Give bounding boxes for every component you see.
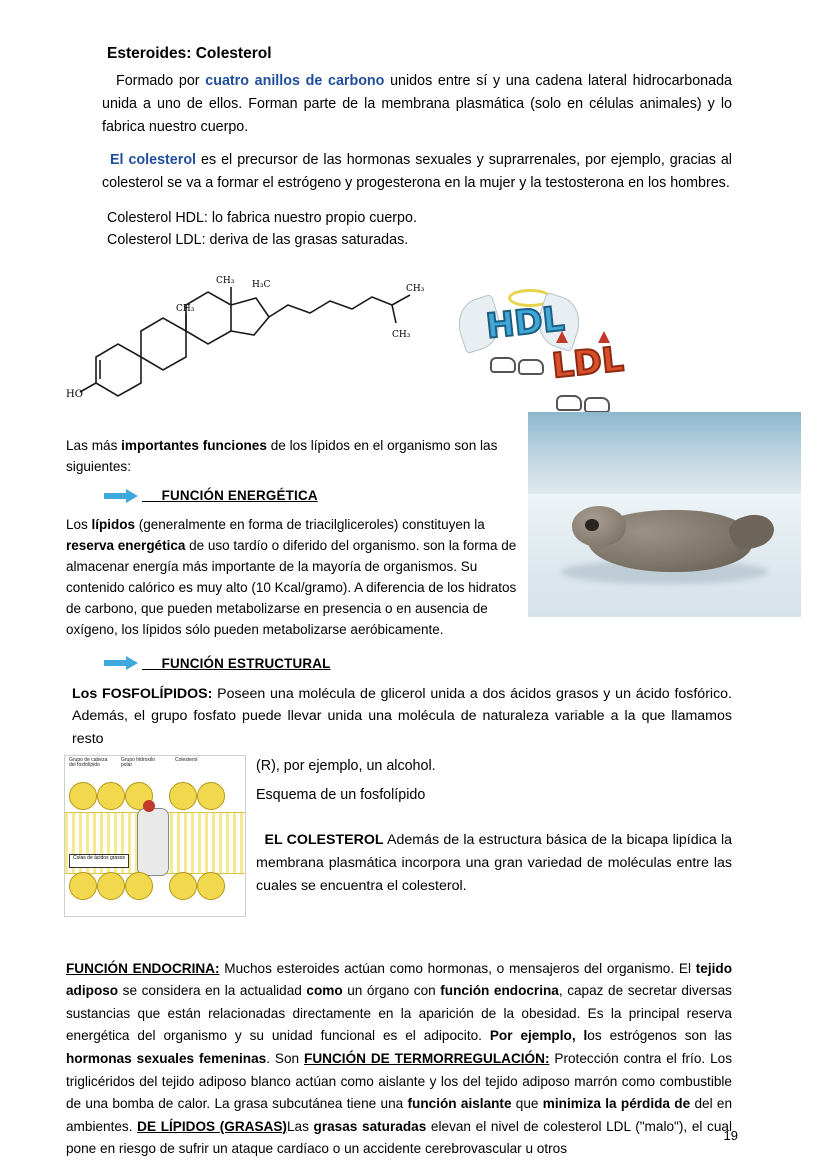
energetica-bold-reserva: reserva energética (66, 537, 186, 553)
label-grupo-polar: Grupo hidroxilo polar (121, 756, 155, 769)
photo-seal-on-ice (528, 412, 801, 617)
funciones-intro-pre: Las más (66, 438, 122, 454)
label-ch3-lower: CH₃ (392, 330, 411, 341)
figure-hdl-ldl-cartoon (464, 265, 664, 430)
shoe-ldl-left-icon (556, 395, 582, 411)
section-heading-estructural (66, 655, 732, 673)
arrow-right-icon (104, 489, 138, 503)
line-colesterol-hdl: Colesterol HDL: lo fabrica nuestro propio cuerpo. (107, 209, 417, 226)
label-ch3-right: CH₃ (406, 284, 425, 295)
hdl-label: HDL (484, 299, 567, 348)
colesterol-bold: EL COLESTEROL (264, 832, 384, 849)
label-ch3-top: CH₃ (216, 276, 235, 287)
paragraph-funcion-energetica (66, 515, 518, 641)
energetica-post: de uso tardío o diferido del organismo. son la forma de almacenar energía más importante de la mayoría de organismos. Su contenido calórico es muy alto (10 Kcal/gramo). A diferencia de los hidratos de carbono, que pueden metabolizarse en presencia o en ausencia de oxígeno, los lípidos sólo pueden metabolizarse aeróbicamente. (66, 537, 517, 637)
paragraph-el-colesterol (66, 149, 732, 195)
funciones-intro-bold: importantes funciones (121, 438, 267, 454)
heading-funcion-energetica: FUNCIÓN ENERGÉTICA (161, 488, 318, 504)
energetica-mid: (generalmente en forma de triacilgliceroles) constituyen la (135, 517, 485, 533)
paragraph2-text: es el precursor de las hormonas sexuales y suprarrenales, por ejemplo, gracias al colesterol se va a formar el estrógeno y progesterona en la mujer y la testosterona en los hombres. (102, 151, 732, 191)
endocrina-t2: se considera en la actualidad (118, 983, 307, 999)
cholesterol-molecule-shape (137, 808, 169, 876)
line-resto-r: (R), por ejemplo, un alcohol. (256, 757, 436, 774)
heading-de-lipidos-grasas: DE LÍPIDOS (GRASAS) (137, 1118, 287, 1134)
endocrina-t1: Muchos esteroides actúan como hormonas, o mensajeros del organismo. El (219, 960, 696, 976)
shoe-right-icon (518, 359, 544, 375)
phospholipid-figure-block (66, 755, 732, 920)
cholesterol-oh-dot (143, 800, 155, 812)
fosfolipidos-bold: Los FOSFOLÍPIDOS: (72, 685, 213, 702)
endocrina-b4: Por ejemplo, l (489, 1028, 588, 1044)
energetica-pre: Los (66, 517, 92, 533)
phospholipid-caption-block (256, 755, 732, 807)
label-colas-acidos-grasos: Colas de ácidos grasos (69, 854, 129, 868)
paragraph-text-pre: Formado por (116, 73, 206, 90)
phospholipid-heads-bottom (65, 872, 245, 902)
paragraph-el-colesterol-membrana (256, 829, 732, 898)
funciones-intro-post: de los lípidos en el organismo son las siguientes: (66, 438, 498, 474)
lipidos-t11: elevan el nivel de colesterol LDL ("malo"), el cual pone en riesgo de sufrir un ataque cardíaco o un accidente cerebrovascular u otros (66, 1118, 732, 1157)
horn-left-icon (556, 331, 568, 343)
label-colesterol: Colesterol (175, 756, 198, 763)
line-esquema-fosfolipido: Esquema de un fosfolípido (256, 786, 426, 803)
heading-funcion-estructural: FUNCIÓN ESTRUCTURAL (161, 655, 331, 671)
termo-b6: función aislante (407, 1096, 512, 1112)
seal-eye (585, 519, 599, 531)
colesterol-text: Además de la estructura básica de la bicapa lipídica la membrana plasmática incorpora una gran variedad de moléculas entre las cuales se encuentra el colesterol. (256, 832, 733, 895)
endocrina-b1: tejido adiposo (66, 960, 732, 999)
paragraph-text-post: unidos entre sí y una cadena lateral hidrocarbonada unida a uno de ellos. Forman parte de la membrana plasmática (solo en células animales) y lo fabrica nuestro cuerpo. (102, 73, 732, 136)
label-ho: HO (66, 389, 83, 401)
line-colesterol-ldl: Colesterol LDL: deriva de las grasas saturadas. (107, 232, 409, 249)
paragraph-funciones-intro (66, 436, 506, 477)
paragraph-formado-por (66, 70, 732, 139)
page-number: 19 (723, 1128, 738, 1143)
figure-cholesterol-structure (66, 265, 626, 430)
endocrina-b3: función endocrina (440, 983, 559, 999)
figure-phospholipid-diagram (64, 755, 246, 917)
endocrina-b2: como (306, 983, 343, 999)
lipidos-t10: Las (286, 1118, 314, 1134)
heading-funcion-termorregulacion: FUNCIÓN DE TERMORREGULACIÓN: (304, 1050, 550, 1066)
highlight-cuatro-anillos: cuatro anillos de carbono (205, 73, 385, 90)
shoe-left-icon (490, 357, 516, 373)
termo-t9: del en ambientes. (66, 1096, 733, 1134)
termo-b7: minimiza la pérdida de (542, 1096, 691, 1112)
fosfolipidos-text: Poseen una molécula de glicerol unida a dos ácidos grasos y un ácido fosfórico. Además, el grupo fosfato puede llevar unida una molécula de naturaleza variable a la que llamamos resto (72, 685, 733, 747)
paragraph-fosfolipidos (66, 683, 732, 751)
endocrina-t6: . Son (266, 1050, 305, 1066)
arrow-right-icon-2 (104, 656, 138, 670)
page-title: Esteroides: Colesterol (107, 45, 272, 62)
paragraph-funcion-endocrina (66, 958, 732, 1161)
label-grupo-cabeza: Grupo de cabeza del fosfolípido (69, 756, 108, 769)
energetica-bold-lipidos: lípidos (91, 517, 136, 533)
label-ch3-ring: CH₃ (176, 304, 195, 315)
label-h3c: H₃C (252, 280, 271, 291)
highlight-el-colesterol: El colesterol (110, 151, 197, 168)
lipidos-b8: grasas saturadas (313, 1118, 427, 1134)
endocrina-b5: hormonas sexuales femeninas (66, 1050, 267, 1066)
endocrina-t4: , capaz de secretar diversas sustancias que están relacionadas directamente en la aparición de la obesidad. Es la principal reserva energética del organismo y su unidad funcional es el adipocito. (66, 983, 732, 1044)
endocrina-t5: os estrógenos son las (587, 1028, 732, 1044)
endocrina-t3: un órgano con (342, 983, 441, 999)
termo-t8: que (511, 1096, 543, 1112)
heading-funcion-endocrina: FUNCIÓN ENDOCRINA: (66, 960, 220, 976)
cholesterol-skeletal-svg (66, 265, 486, 430)
termo-t7: Protección contra el frío. Los triglicéridos del tejido adiposo blanco actúan como aislante y los del tejido adiposo marrón como combustible de una bomba de calor. La grasa subcutánea tiene una (66, 1050, 732, 1112)
ldl-label: LDL (550, 339, 626, 387)
